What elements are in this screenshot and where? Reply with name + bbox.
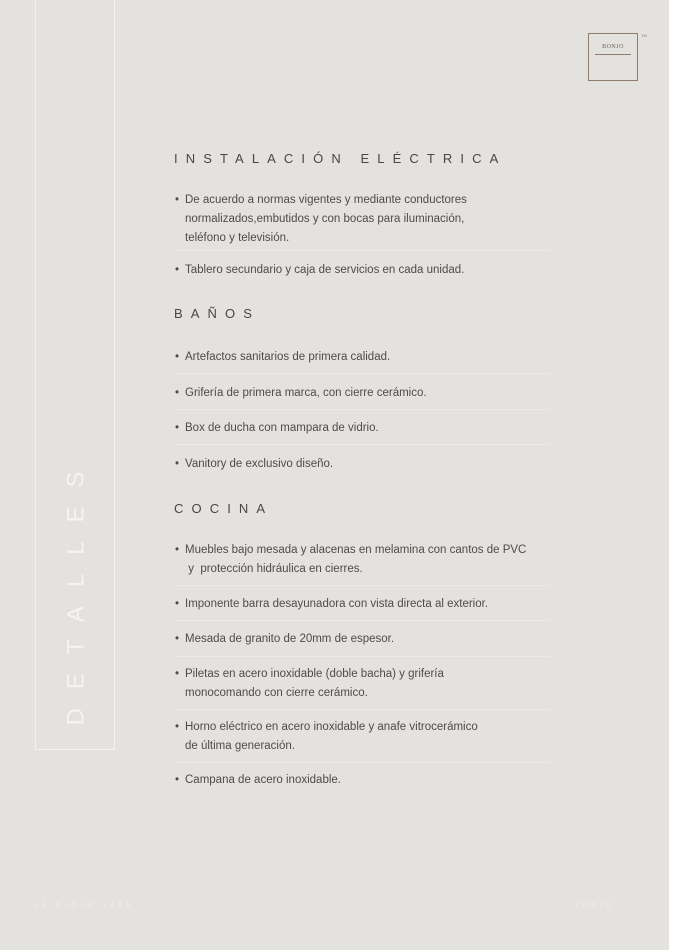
- divider: [175, 409, 550, 410]
- bullet-icon: •: [175, 668, 180, 680]
- divider: [175, 373, 550, 374]
- divider: [175, 620, 550, 621]
- bullet-icon: •: [175, 194, 180, 206]
- side-title-text: DETALLES: [62, 452, 89, 726]
- bullet-icon: •: [175, 387, 180, 399]
- list-item: • Tablero secundario y caja de servicios en cada unidad.: [175, 261, 605, 280]
- list-item: • De acuerdo a normas vigentes y mediante conductores normalizados,embutidos y con bocas para iluminación, teléfono y televisión.: [175, 191, 605, 248]
- logo-trademark: TM: [641, 33, 647, 38]
- footer-address: LA RIOJA 1435: [34, 902, 134, 909]
- divider: [175, 250, 550, 251]
- list-item: • Imponente barra desayunadora con vista directa al exterior.: [175, 595, 605, 614]
- bullet-icon: •: [175, 458, 180, 470]
- bullet-icon: •: [175, 544, 180, 556]
- list-item: • Piletas en acero inoxidable (doble bacha) y grifería monocomando con cierre cerámico.: [175, 665, 605, 703]
- divider: [175, 585, 550, 586]
- bullet-icon: •: [175, 351, 180, 363]
- list-item: • Horno eléctrico en acero inoxidable y anafe vitrocerámico de última generación.: [175, 718, 605, 756]
- divider: [175, 709, 550, 710]
- heading-banos: BAÑOS: [174, 306, 261, 321]
- list-item: • Mesada de granito de 20mm de espesor.: [175, 630, 605, 649]
- divider: [175, 656, 550, 657]
- heading-cocina: COCINA: [174, 501, 274, 516]
- list-item: • Grifería de primera marca, con cierre cerámico.: [175, 384, 605, 403]
- bullet-icon: •: [175, 774, 180, 786]
- divider: [175, 444, 550, 445]
- bullet-icon: •: [175, 633, 180, 645]
- list-item: • Muebles bajo mesada y alacenas en melamina con cantos de PVC y protección hidráulica en cierres.: [175, 541, 605, 579]
- heading-instalacion-electrica: INSTALACIÓN ELÉCTRICA: [174, 151, 507, 166]
- bullet-icon: •: [175, 264, 180, 276]
- divider: [175, 762, 550, 763]
- bullet-icon: •: [175, 422, 180, 434]
- list-item: • Vanitory de exclusivo diseño.: [175, 455, 605, 474]
- list-item: • Box de ducha con mampara de vidrio.: [175, 419, 605, 438]
- list-item: • Campana de acero inoxidable.: [175, 771, 605, 790]
- logo-text: BONJO: [602, 44, 624, 50]
- bullet-icon: •: [175, 721, 180, 733]
- page-edge: [669, 0, 673, 950]
- list-item: • Artefactos sanitarios de primera calidad.: [175, 348, 605, 367]
- bullet-icon: •: [175, 598, 180, 610]
- footer-brand: BONJO: [575, 902, 615, 909]
